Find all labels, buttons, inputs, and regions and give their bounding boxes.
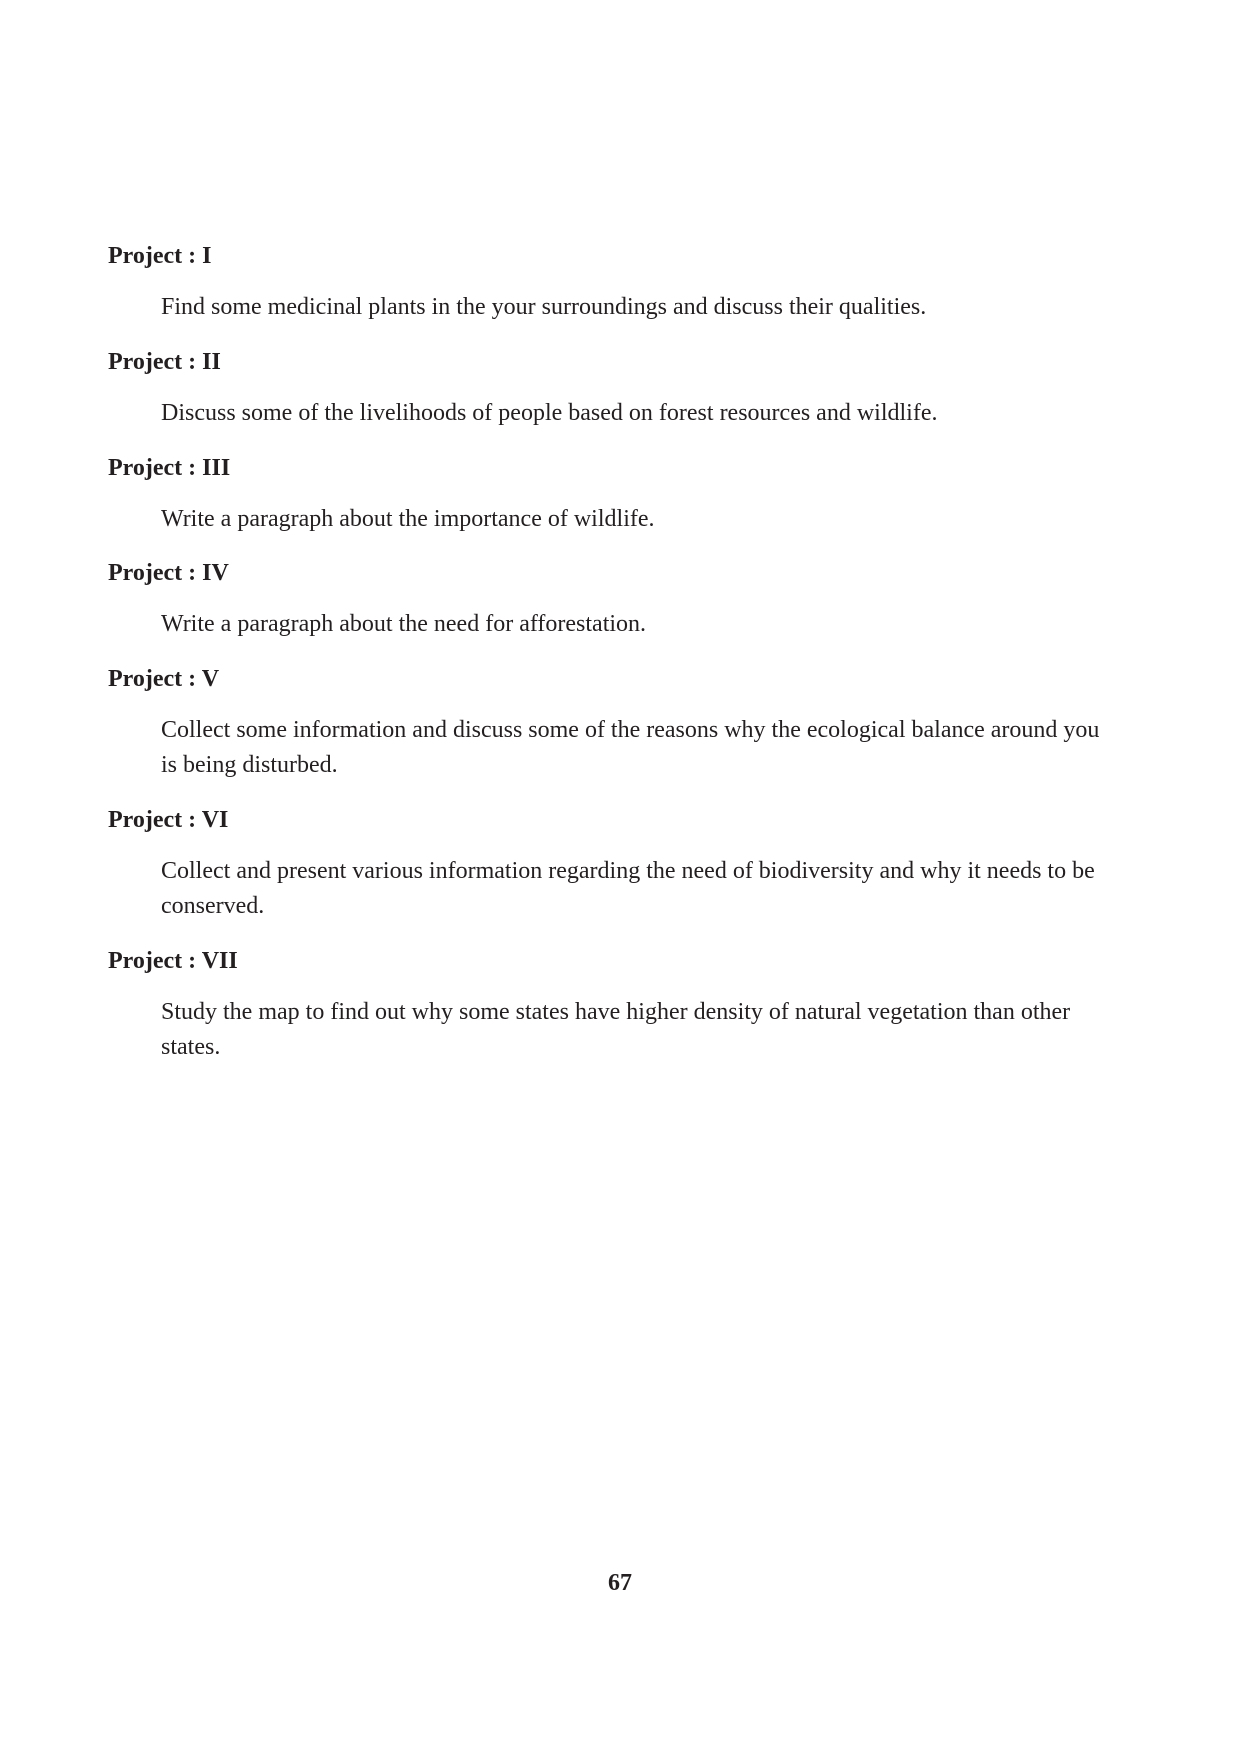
project-4 [108,559,1118,642]
project-3 [108,454,1118,537]
project-description: Collect some information and discuss some of the reasons why the ecological balance around you is being disturbed. [161,717,1100,778]
project-heading: Project : IV [108,560,229,586]
project-heading: Project : I [108,243,212,269]
project-heading: Project : VI [108,807,229,833]
project-description: Find some medicinal plants in the your surroundings and discuss their qualities. [161,294,927,320]
project-heading: Project : II [108,349,221,375]
project-description: Write a paragraph about the importance of wildlife. [161,506,655,532]
project-description: Collect and present various information regarding the need of biodiversity and why it needs to be conserved. [161,858,1095,919]
page-number: 67 [608,1570,632,1596]
project-1 [108,242,1118,325]
project-description: Write a paragraph about the need for afforestation. [161,611,647,637]
project-heading: Project : III [108,455,231,481]
project-heading: Project : VII [108,948,238,974]
project-heading: Project : V [108,666,220,692]
project-7 [108,947,1118,1065]
project-description: Discuss some of the livelihoods of people based on forest resources and wildlife. [161,400,938,426]
project-description: Study the map to find out why some states have higher density of natural vegetation than other states. [161,999,1071,1060]
project-5 [108,665,1118,783]
project-2 [108,348,1118,431]
project-6 [108,806,1118,924]
